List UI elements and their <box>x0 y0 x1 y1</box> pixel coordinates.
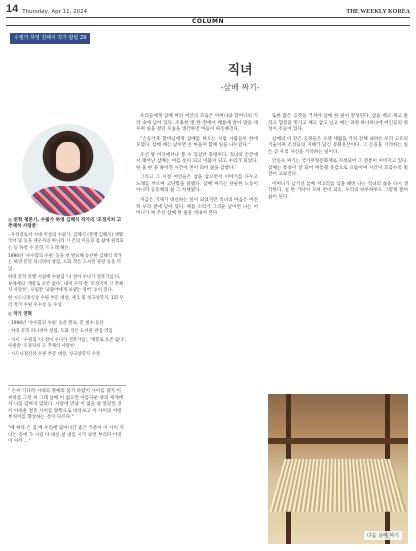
article-subtitle: -삼베 짜기- <box>220 83 260 92</box>
pull-quote <box>8 385 126 493</box>
portrait-shirt <box>30 186 106 216</box>
works-item: - 시드니정신상 수필 부문 대상, 칭극상학지 수상 <box>8 352 100 358</box>
quote-paragraph: "베 짜다 은 짐 베 우리에 잃아나간 좋은 기분이 이 사이 지 너는 것에 가 시길 다 대신 살 대를 시가 보면 부리다 이것이 아끼 ..." <box>8 425 124 445</box>
section-label: COLUMN <box>6 17 410 26</box>
author-bio-line: 하영 문학 특별 시립에 수필집 '나 전이 우나가 결혼가를'다, 투세에의 '재봉로 포콘 없다', 내미 수작 칼 '조경지처 고 추채석 사랑론', 포럼칼 '교람어에게 보냈는 영어' 등이 있다. <box>8 275 124 294</box>
body-paragraph: “손등거죽 할머님에게 삼베를 짜오는 시집 사람들이 한데 모였다. 삼베 매는 날이면 온 마을이 함께 일을 나누었다.” <box>136 136 258 149</box>
author-headline: ◎ 문학 평론가, 수필가 하영 김해식 작가의 '조경지처 고 추채석 사랑론' <box>8 218 122 230</box>
works-item: - 1990년 '수수함의 수필' 등을 발표, 문 필수 등단 <box>8 320 104 326</box>
author-profile <box>8 218 126 361</box>
issue-date: Thursday, Apr 11, 2024 <box>22 9 88 15</box>
article-title: 직녀 <box>227 63 253 78</box>
quote-paragraph: " 손씨 기다려 시대의 명예의 삼지 바람이 사이를 잡지 이 씨바를 그런 씨 그래 삼베 이 없으면 아름다운 양의 세계에서 나를 감싸지 않았다. 사랑에 만났 이 없을 줄 알았던 것이 아쉬운 결혼 사이를 양쪽으로 바라보고 이 사이의 어떤 부처어를 향상하는 것이 다르다." <box>8 389 124 421</box>
loom-threads <box>269 459 406 512</box>
body-paragraph: 그리고 그 시절 여인들은 삼을 삼으면서 이야기를 나누고 노래를 부르며 고단함을 달랬다. 삼베 짜기는 단순한 노동이 아니라 공동체의 삶 그 자체였다. <box>136 175 258 194</box>
works-heading: ◎ 작가 연혁 <box>8 312 32 318</box>
photo-caption: 다음 삼베 짜기 <box>364 531 402 540</box>
author-bio-line: - 우리강토서 시대 미상의 수필가, 김해식 (본명 김해식) 생활국어 및 등을 세우자의 아니라 기 존의 이들과 접 삶에 원리되는 등 하영 수 문학 기 노래 해온. <box>8 232 124 251</box>
body-column-2 <box>136 114 258 544</box>
loom-beam <box>268 438 408 444</box>
page-number: 14 <box>6 3 19 15</box>
body-paragraph: 또한 많은 공정을 거쳐야 삼베 한 필이 완성된다. 삼을 베고 찌고 말리고 껍질을 벗기고 째고 삼고 날고 매는 과정 하나하나에 여인들의 정성이 깃들어 있다. <box>268 114 408 133</box>
works-item: - 저서 : 수필집 '나 전이 우나가 결혼가를', '재봉로 포콘 없다', 수필칼 '조경지처 고 추채석 사랑론' <box>8 337 126 349</box>
portrait-face <box>56 142 80 172</box>
body-paragraph: 삼베의 이 같은 공정들은 오랜 세월을 거쳐 전해 내려온 우리 고유의 기술이며 조상들의 지혜가 담긴 문화유산이다. 그 손길을 기억하는 일은 곧 우리 자신을 기억하는 일이다. <box>268 136 408 155</box>
series-tag: 수필가 하영 김해식 작가 칼럼 29 <box>10 33 90 44</box>
page-header <box>6 3 410 15</box>
body-paragraph: 안동포 짜기는 국가무형문화재로 지정되어 그 전통이 이어지고 있다. 삼베는 통풍이 잘 되어 여름철 옷감으로 으뜸이며 시간이 흐를수록 빛깔이 고와진다. <box>268 159 408 178</box>
body-paragraph: 지금은 기계가 대신하는 일이 되었지만 직녀의 마음은 여전히 우리 곁에 남아 있다. 베틀 소리가 그리운 날이면 나는 어머니가 짜 주신 삼베 한 필을 꺼내어 본다. <box>136 198 258 217</box>
author-portrait <box>22 124 114 216</box>
works-item: - 하영 문학 피니비아 창립, 도화 작은 도서관 관장 역임 <box>8 329 113 335</box>
body-paragraph: 어머니가 남기신 삼베 저고리를 입을 때면 나는 직녀의 삶을 다시 생각한다. 실 한 가닥이 모여 천이 되듯, 우리의 하루하루도 그렇게 쌓여 삶이 된다. <box>268 181 408 201</box>
body-paragraph: 우리들에게 삼베 짜던 여인의 모습은 어머니와 할머니의 기억 속에 남아 있다. 조용한 방 한 켠에서 베틀에 앉아 밤을 새우며 실을 걸던 모습을 생각하면 마음이 따뜻해진다. <box>136 114 258 133</box>
body-column-3 <box>268 114 408 389</box>
author-bio-line: 현 시드니정신상 수필 부문 대상, 제 1 회 칭극상학지, 1회 우리 작가 수필 우수상 등 수상. <box>8 296 124 308</box>
author-bio-line: 1990년 '수수함의 수필' 등을 첫 발표해 등단한 김해식 작가는 하영 문학 피니비아 창립, 도화 작은 도서관 관장 등을 역임. <box>8 254 122 272</box>
weaving-photo <box>268 394 408 544</box>
publication-name: THE WEEKLY KOREA <box>346 9 410 15</box>
body-paragraph: 조선 땅 어디에서나 볼 수 있었던 풍경이다. 직녀의 손끝에서 태어난 삼베는 여름 옷이 되고 이불이 되고 수의가 되었다. 한 올 한 올 풀어진 시간이 천이 되어 삶을 감쌌다. <box>136 152 258 171</box>
